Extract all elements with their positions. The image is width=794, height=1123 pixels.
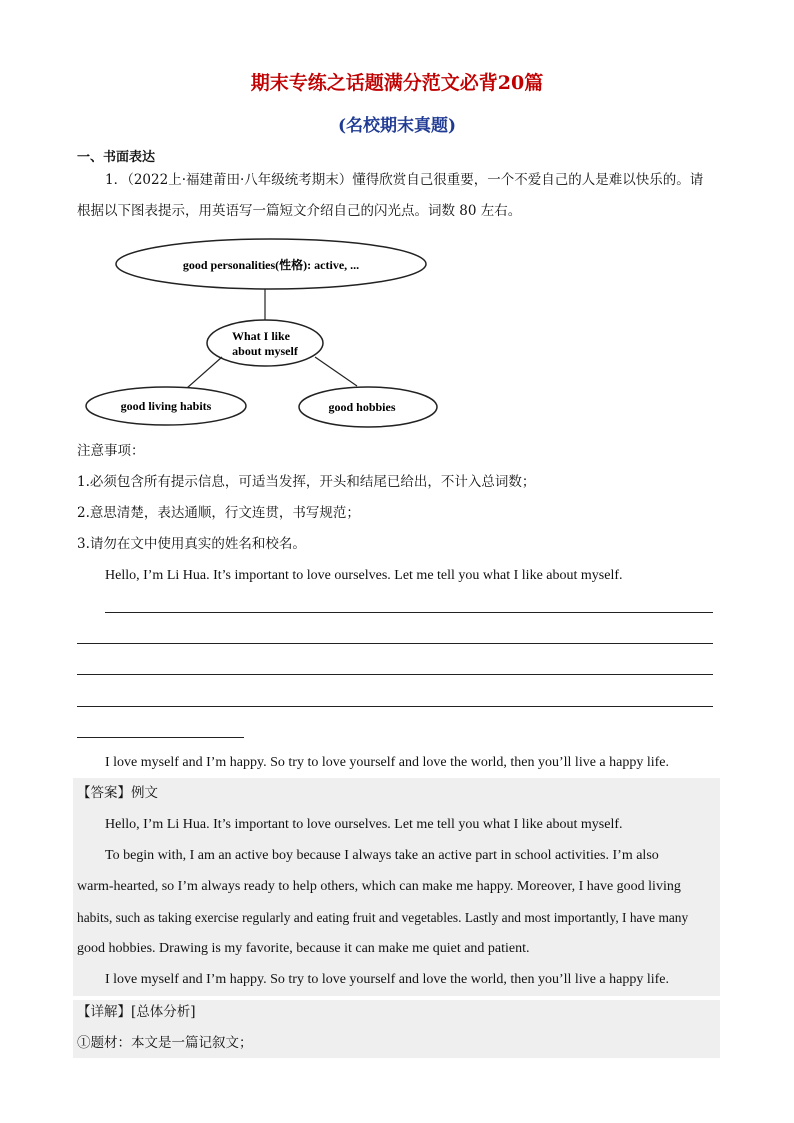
notes-item-2: 2.意思清楚，表达通顺，行文连贯，书写规范； [77, 505, 360, 521]
answer-paragraph-2-line-1: To begin with, I am an active boy because I always take an active part in school activities. I’m also [105, 848, 659, 863]
question-line-2: 根据以下图表提示，用英语写一篇短文介绍自己的闪光点。词数 80 左右。 [77, 203, 522, 219]
answer-paragraph-2-line-4: good hobbies. Drawing is my favorite, because it can make me quiet and patient. [77, 941, 530, 956]
right-node-label: good hobbies [328, 400, 396, 414]
answer-paragraph-1: Hello, I’m Li Hua. It’s important to love ourselves. Let me tell you what I like about myself. [105, 817, 623, 832]
question-line-1: 1．（2022上·福建莆田·八年级统考期末）懂得欣赏自己很重要，一个不爱自己的人是难以快乐的。请 [105, 172, 704, 188]
section-heading: 一、书面表达 [77, 150, 156, 165]
connector-left [187, 357, 222, 388]
left-node-label: good living habits [120, 399, 212, 413]
writing-line-1 [105, 612, 713, 613]
mind-map-diagram [77, 236, 447, 432]
detail-item-1: ①题材：本文是一篇记叙文； [77, 1035, 253, 1051]
notes-item-1: 1.必须包含所有提示信息，可适当发挥，开头和结尾已给出，不计入总词数； [77, 474, 536, 490]
writing-line-3 [77, 674, 713, 675]
center-node-label-2: about myself [232, 344, 298, 358]
prompt-opening: Hello, I’m Li Hua. It’s important to love ourselves. Let me tell you what I like about myself. [105, 568, 623, 583]
notes-heading: 注意事项： [77, 443, 145, 459]
detail-label: 【详解】[总体分析] [77, 1004, 196, 1020]
connector-right [315, 357, 357, 386]
notes-item-3: 3.请勿在文中使用真实的姓名和校名。 [77, 536, 306, 552]
writing-line-5 [77, 737, 244, 738]
page-title: 期末专练之话题满分范文必背20篇 [250, 72, 544, 94]
writing-line-2 [77, 643, 713, 644]
answer-paragraph-3: I love myself and I’m happy. So try to love yourself and love the world, then you’ll live a happy life. [105, 972, 670, 987]
answer-label: 【答案】例文 [77, 785, 158, 801]
answer-paragraph-2-line-2: warm-hearted, so I’m always ready to help others, which can make me happy. Moreover, I have good living [77, 879, 681, 894]
center-node-label-1: What I like [231, 329, 291, 343]
center-node-ellipse [207, 320, 323, 366]
writing-line-4 [77, 706, 713, 707]
page-subtitle: (名校期末真题) [337, 116, 457, 136]
answer-paragraph-2-line-3: habits, such as taking exercise regularly and eating fruit and vegetables. Lastly and most importantly, I have many [77, 910, 689, 925]
prompt-closing: I love myself and I’m happy. So try to love yourself and love the world, then you’ll live a happy life. [105, 755, 670, 770]
top-node-label: good personalities(性格): active, ... [182, 258, 360, 272]
